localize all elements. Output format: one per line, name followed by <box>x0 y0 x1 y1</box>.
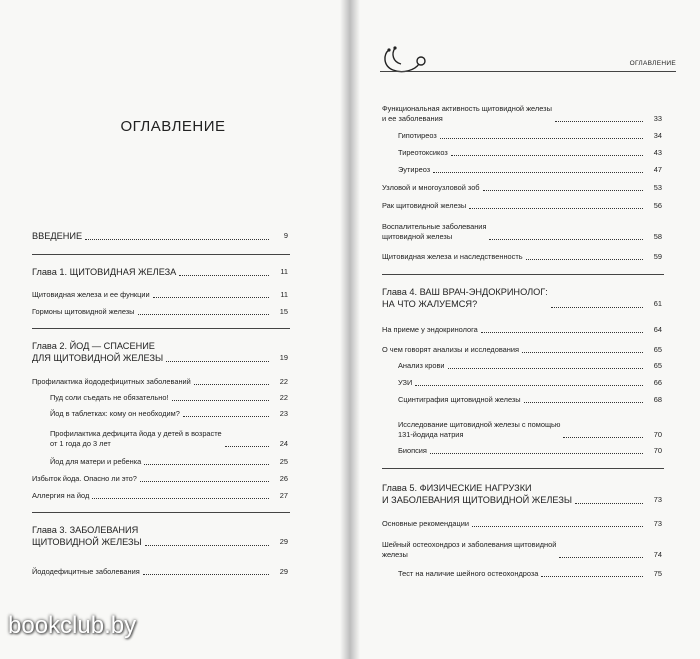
toc-entry: Профилактика дефицита йода у детей в возрасте от 1 года до 3 лет 24 <box>50 429 288 448</box>
section-divider <box>32 254 290 255</box>
toc-entry: Профилактика йододефицитных заболеваний 22 <box>32 377 288 386</box>
toc-entry: Глава 4. ВАШ ВРАЧ-ЭНДОКРИНОЛОГ: НА ЧТО ЖАЛУЕМСЯ? 61 <box>382 287 662 309</box>
toc-entry: Тиреотоксикоз 43 <box>398 148 662 157</box>
toc-entry: Йододефицитные заболевания 29 <box>32 567 288 576</box>
toc-entry: На приеме у эндокринолога 64 <box>382 325 662 334</box>
toc-entry: Избыток йода. Опасно ли это? 26 <box>32 474 288 483</box>
toc-entry: О чем говорят анализы и исследования 65 <box>382 345 662 354</box>
toc-entry: Аллергия на йод 27 <box>32 491 288 500</box>
toc-entry: Глава 5. ФИЗИЧЕСКИЕ НАГРУЗКИ И ЗАБОЛЕВАНИЯ ЩИТОВИДНОЙ ЖЕЛЕЗЫ 73 <box>382 483 662 505</box>
toc-entry: Глава 2. ЙОД — СПАСЕНИЕ ДЛЯ ЩИТОВИДНОЙ ЖЕЛЕЗЫ 19 <box>32 341 288 363</box>
toc-entry: Глава 1. ЩИТОВИДНАЯ ЖЕЛЕЗА 11 <box>32 267 288 277</box>
toc-entry: Гипотиреоз 34 <box>398 131 662 140</box>
toc-entry: ВВЕДЕНИЕ 9 <box>32 231 288 241</box>
running-header: ОГЛАВЛЕНИЕ <box>629 60 676 67</box>
toc-entry: Щитовидная железа и ее функции 11 <box>32 290 288 299</box>
book-gutter <box>340 0 360 659</box>
toc-entry: Исследование щитовидной железы с помощью 131-йодида натрия 70 <box>398 420 662 439</box>
contents-title: ОГЛАВЛЕНИЕ <box>120 118 226 135</box>
toc-entry: Пуд соли съедать не обязательно! 22 <box>50 393 288 402</box>
header-rule <box>380 71 676 72</box>
toc-entry: Узловой и многоузловой зоб 53 <box>382 183 662 192</box>
section-divider <box>32 328 290 329</box>
toc-entry: Щитовидная железа и наследственность 59 <box>382 252 662 261</box>
toc-entry: Основные рекомендации 73 <box>382 519 662 528</box>
left-page <box>0 0 346 659</box>
toc-entry: Воспалительные заболевания щитовидной железы 58 <box>382 222 662 241</box>
toc-entry: Сцинтиграфия щитовидной железы 68 <box>398 395 662 404</box>
section-divider <box>382 468 664 469</box>
toc-entry: Тест на наличие шейного остеохондроза 75 <box>398 569 662 578</box>
toc-entry: Глава 3. ЗАБОЛЕВАНИЯ ЩИТОВИДНОЙ ЖЕЛЕЗЫ 29 <box>32 525 288 547</box>
toc-entry: Функциональная активность щитовидной железы и ее заболевания 33 <box>382 104 662 123</box>
toc-entry: Йод для матери и ребенка 25 <box>50 457 288 466</box>
section-divider <box>32 512 290 513</box>
toc-entry: Анализ крови 65 <box>398 361 662 370</box>
toc-entry: Гормоны щитовидной железы 15 <box>32 307 288 316</box>
toc-entry: Шейный остеохондроз и заболевания щитовидной железы 74 <box>382 540 662 559</box>
toc-entry: Йод в таблетках: кому он необходим? 23 <box>50 409 288 418</box>
toc-entry: Биопсия 70 <box>398 446 662 455</box>
toc-entry: УЗИ 66 <box>398 378 662 387</box>
toc-entry: Рак щитовидной железы 56 <box>382 201 662 210</box>
section-divider <box>382 274 664 275</box>
toc-entry: Эутиреоз 47 <box>398 165 662 174</box>
site-watermark: bookclub.by <box>8 612 137 639</box>
